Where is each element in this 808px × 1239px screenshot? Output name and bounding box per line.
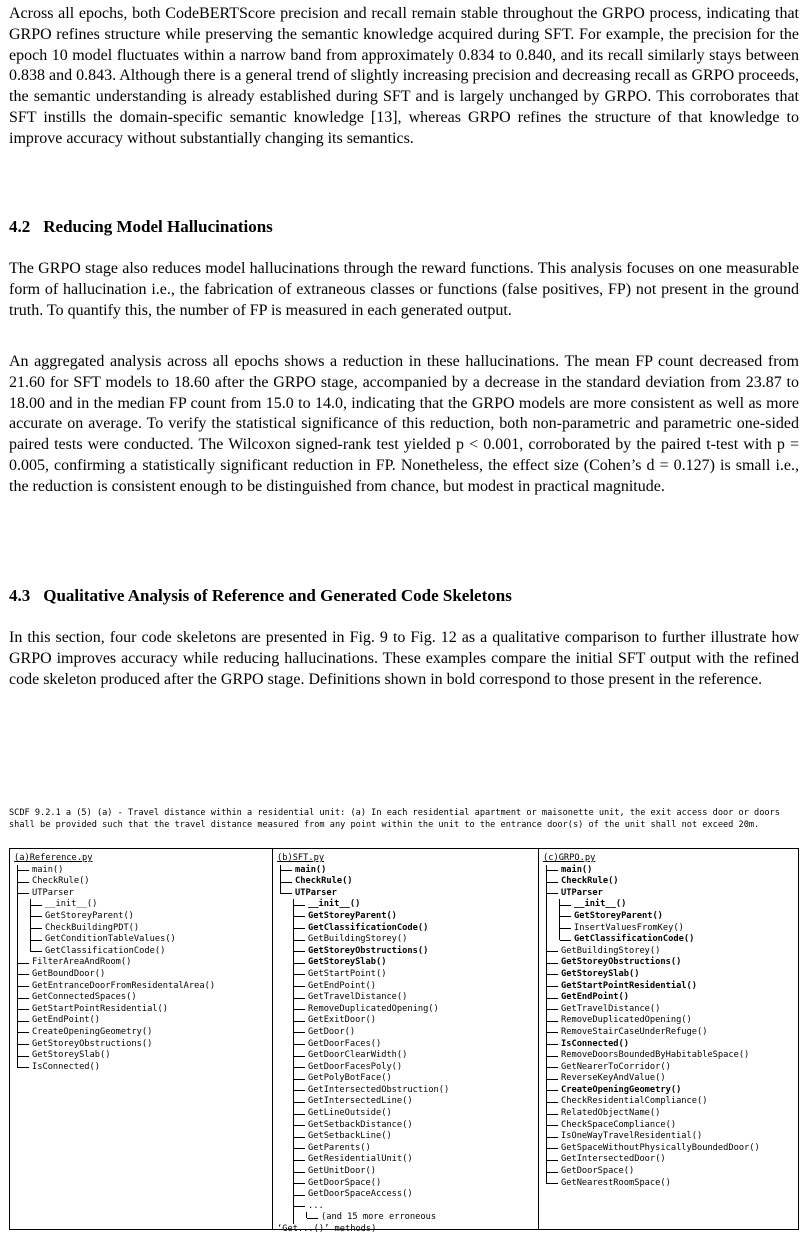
tree-connector — [17, 1039, 30, 1051]
tree-connector — [293, 1108, 306, 1120]
method-name: (and 15 more erroneous — [321, 1212, 437, 1223]
tree-connector — [546, 969, 559, 981]
tree-node — [14, 1027, 268, 1039]
tree-node — [543, 981, 794, 993]
method-name: GetEndPoint() — [561, 992, 629, 1003]
method-name: GetClassificationCode() — [45, 945, 166, 956]
method-name: CheckRule() — [32, 876, 90, 887]
tree-connector — [546, 1039, 559, 1051]
method-name: CheckRule() — [295, 876, 353, 887]
method-name: GetBoundDoor() — [32, 968, 106, 979]
method-name: RemoveStairCaseUnderRefuge() — [561, 1026, 708, 1037]
method-name: GetDoorFacesPoly() — [308, 1061, 403, 1072]
tree-connector — [293, 1015, 306, 1027]
method-name: GetStartPointResidential() — [561, 980, 697, 991]
tree-node — [543, 876, 794, 888]
tree-connector — [546, 888, 559, 900]
section-number: 4.2 — [9, 217, 31, 236]
tree-node — [543, 1166, 794, 1178]
tree-connector — [293, 1143, 306, 1155]
tree-node — [277, 969, 534, 981]
skeleton-tree — [543, 865, 794, 1190]
method-name: main() — [295, 864, 327, 875]
tree-connector — [293, 911, 306, 923]
tree-connector — [293, 1201, 306, 1213]
tree-connector — [306, 1212, 319, 1218]
tree-connector — [30, 923, 43, 935]
tree-node — [14, 957, 268, 969]
section-title: Qualitative Analysis of Reference and Generated Code Skeletons — [43, 586, 512, 605]
tree-node — [277, 923, 534, 935]
figure-caption: SCDF 9.2.1 a (5) (a) - Travel distance within a residential unit: (a) In each residential apartment or maisonette unit, the exit access door or doors shall be provided such that the travel distance measured from any point within the unit to the entrance door(s) of the unit shall not exceed 20m. — [9, 808, 786, 830]
tree-node — [277, 1085, 534, 1097]
tree-node — [14, 1062, 268, 1074]
paragraph-qualitative: In this section, four code skeletons are presented in Fig. 9 to Fig. 12 as a qualitative comparison to further illustrate how GRPO improves accuracy while reducing hallucinations. These examples compare the initial SFT output with the refined code skeleton produced after the GRPO stage. Definitions shown in bold correspond to those present in the reference. — [9, 629, 799, 688]
method-name: GetStartPointResidential() — [32, 1003, 168, 1014]
tree-node — [543, 899, 794, 911]
tree-node — [543, 1178, 794, 1190]
method-name: GetBuildingStorey() — [561, 945, 661, 956]
tree-node — [543, 1120, 794, 1132]
tree-node — [543, 1039, 794, 1051]
tree-connector — [293, 1166, 306, 1178]
panel-reference — [9, 848, 273, 1230]
tree-node — [277, 1131, 534, 1143]
tree-connector — [293, 1154, 306, 1166]
tree-node — [14, 865, 268, 877]
tree-node — [277, 1039, 534, 1051]
tree-node — [543, 992, 794, 1004]
tree-node — [543, 911, 794, 923]
tree-node — [543, 934, 794, 946]
tree-connector — [293, 1073, 306, 1085]
method-name: GetDoorSpace() — [561, 1166, 635, 1177]
tree-node — [543, 1073, 794, 1085]
tree-node — [543, 1004, 794, 1016]
paragraph-hallucination-intro: The GRPO stage also reduces model hallucinations through the reward functions. This analysis focuses on one measurable form of hallucination i.e., the fabrication of extraneous classes or functions (false positives, FP) not present in the ground truth. To quantify this, the number of FP is measured in each generated output. — [9, 260, 799, 319]
method-name: GetStoreyObstructions() — [561, 957, 682, 968]
method-name: GetPolyBotFace() — [308, 1073, 392, 1084]
tree-connector — [546, 946, 559, 958]
method-name: GetEndPoint() — [308, 980, 376, 991]
tree-node — [14, 969, 268, 981]
tree-connector — [17, 1062, 30, 1068]
tree-node — [543, 969, 794, 981]
method-name: GetDoorSpaceAccess() — [308, 1189, 413, 1200]
tree-node — [277, 1062, 534, 1074]
tree-connector — [546, 1154, 559, 1166]
paragraph-hallucination-stats: An aggregated analysis across all epochs shows a reduction in these hallucinations. The mean FP count decreased from 21.60 for SFT models to 18.60 after the GRPO stage, accompanied by a decrease in the standard deviation from 23.87 to 18.00 and in the median FP count from 15.0 to 14.0, indicating that the GRPO models are more consistent as well as more accurate on average. To verify the statistical significance of this reduction, both non-parametric and parametric one-sided paired tests were conducted. The Wilcoxon signed-rank test yielded p < 0.001, corroborated by the paired t-test with p = 0.005, confirming a statistically significant reduction in FP. Nonetheless, the effect size (Cohen’s d = 0.127) is small i.e., the reduction is consistent enough to be distinguished from chance, but modest in practical magnitude. — [9, 353, 799, 495]
method-name: GetSpaceWithoutPhysicallyBoundedDoor() — [561, 1142, 760, 1153]
tree-connector — [546, 1073, 559, 1085]
method-name: GetStartPoint() — [308, 968, 387, 979]
method-name: GetStoreyParent() — [45, 910, 134, 921]
code-skeleton-figure — [9, 848, 799, 1234]
tree-node — [543, 1062, 794, 1074]
method-name: GetEndPoint() — [32, 1015, 100, 1026]
method-name: GetEntranceDoorFromResidentalArea() — [32, 980, 216, 991]
tree-node — [277, 1015, 534, 1027]
method-name: UTParser — [561, 887, 603, 898]
paragraph-codebertscore: Across all epochs, both CodeBERTScore precision and recall remain stable throughout the GRPO process, indicating that GRPO refines structure while preserving the semantic knowledge acquired during SFT. For example, the precision for the epoch 10 model fluctuates within a narrow band from approximately 0.834 to 0.840, and its recall similarly stays between 0.838 and 0.843. Although there is a general trend of slightly increasing precision and decreasing recall as GRPO proceeds, the semantic understanding is already established during SFT and is largely unchanged by GRPO. This corroborates that SFT instills the domain-specific semantic knowledge [13], whereas GRPO refines the structure of that knowledge to improve accuracy without substantially changing its semantics. — [9, 5, 799, 147]
tree-node — [543, 1131, 794, 1143]
tree-connector — [293, 1027, 306, 1039]
method-name: CreateOpeningGeometry() — [561, 1084, 682, 1095]
panel-grpo — [539, 848, 799, 1230]
tree-node — [543, 1085, 794, 1097]
method-name: IsConnected() — [561, 1038, 629, 1049]
tree-node — [14, 946, 268, 958]
tree-node — [543, 1108, 794, 1120]
method-name: RemoveDoorsBoundedByHabitableSpace() — [561, 1050, 750, 1061]
tree-connector — [546, 1096, 559, 1108]
method-name: GetDoorSpace() — [308, 1177, 382, 1188]
tree-node — [277, 1201, 534, 1213]
tree-connector — [293, 1096, 306, 1108]
tree-node — [543, 1050, 794, 1062]
tree-node — [14, 1050, 268, 1062]
tree-node — [543, 1154, 794, 1166]
tree-connector — [559, 899, 572, 911]
tree-node — [14, 1039, 268, 1051]
tree-connector — [546, 1062, 559, 1074]
tree-node — [277, 1212, 534, 1224]
tree-node — [543, 1096, 794, 1108]
method-name: GetStoreyObstructions() — [32, 1038, 153, 1049]
tree-node — [277, 957, 534, 969]
panel-title: (c)GRPO.py — [543, 853, 596, 863]
method-name: GetConditionTableValues() — [45, 934, 176, 945]
tree-connector — [293, 1189, 306, 1201]
tree-node — [543, 1027, 794, 1039]
skeleton-tree — [277, 865, 534, 1224]
tree-connector — [17, 888, 30, 900]
method-name: UTParser — [32, 887, 74, 898]
method-name: UTParser — [295, 887, 337, 898]
tree-connector — [546, 1120, 559, 1132]
method-name: GetClassificationCode() — [308, 922, 429, 933]
tree-node — [14, 923, 268, 935]
method-name: GetSetbackDistance() — [308, 1119, 413, 1130]
tree-node — [543, 1015, 794, 1027]
method-name: GetBuildingStorey() — [308, 934, 408, 945]
tree-connector — [293, 934, 306, 946]
method-name: main() — [561, 864, 593, 875]
tree-connector — [293, 923, 306, 935]
tree-connector — [559, 911, 572, 923]
tree-connector — [17, 1050, 30, 1062]
method-name: GetDoorFaces() — [308, 1038, 382, 1049]
tree-connector — [293, 969, 306, 981]
tree-node — [277, 888, 534, 900]
tree-node — [543, 1143, 794, 1155]
tree-tail-text: ‘Get...()’ methods) — [277, 1224, 377, 1234]
tree-connector — [546, 1015, 559, 1027]
method-name: GetStoreySlab() — [308, 957, 387, 968]
tree-connector — [293, 1062, 306, 1074]
method-name: GetTravelDistance() — [561, 1003, 661, 1014]
tree-node — [277, 1050, 534, 1062]
tree-node — [277, 992, 534, 1004]
tree-node — [14, 899, 268, 911]
tree-connector — [546, 1143, 559, 1155]
tree-connector — [293, 899, 306, 911]
tree-node — [277, 981, 534, 993]
tree-connector — [280, 888, 293, 894]
method-name: RemoveDuplicatedOpening() — [561, 1015, 692, 1026]
panel-sft — [273, 848, 539, 1234]
tree-connector — [293, 1050, 306, 1062]
tree-node — [543, 957, 794, 969]
tree-node — [14, 1015, 268, 1027]
method-name: GetSetbackLine() — [308, 1131, 392, 1142]
tree-connector — [293, 981, 306, 993]
tree-connector — [293, 1004, 306, 1016]
tree-node — [277, 1027, 534, 1039]
tree-node — [277, 1108, 534, 1120]
tree-connector — [17, 992, 30, 1004]
tree-connector — [17, 1027, 30, 1039]
tree-node — [277, 1178, 534, 1190]
tree-connector — [17, 876, 30, 888]
panel-title: (b)SFT.py — [277, 853, 325, 863]
method-name: IsOneWayTravelResidential() — [561, 1131, 703, 1142]
tree-connector — [293, 1120, 306, 1132]
method-name: GetExitDoor() — [308, 1015, 376, 1026]
tree-connector — [546, 1050, 559, 1062]
tree-node — [14, 934, 268, 946]
tree-connector — [546, 1085, 559, 1097]
method-name: ReverseKeyAndValue() — [561, 1073, 666, 1084]
method-name: __init__() — [45, 899, 98, 910]
tree-connector — [30, 934, 43, 946]
method-name: GetParents() — [308, 1142, 371, 1153]
tree-node — [277, 1189, 534, 1201]
tree-connector — [293, 1131, 306, 1143]
panel-title: (a)Reference.py — [14, 853, 93, 863]
tree-connector — [546, 1131, 559, 1143]
tree-node — [277, 1143, 534, 1155]
skeleton-tree — [14, 865, 268, 1074]
tree-connector — [546, 992, 559, 1004]
tree-connector — [280, 865, 293, 877]
section-number: 4.3 — [9, 586, 31, 605]
tree-connector — [546, 1166, 559, 1178]
tree-node — [277, 1154, 534, 1166]
method-name: RelatedObjectName() — [561, 1108, 661, 1119]
tree-node — [543, 865, 794, 877]
tree-node — [543, 946, 794, 958]
section-heading-4-3 — [9, 585, 512, 607]
tree-connector — [546, 1178, 559, 1184]
tree-connector — [17, 1015, 30, 1027]
tree-connector — [293, 992, 306, 1004]
tree-node — [277, 934, 534, 946]
section-title: Reducing Model Hallucinations — [43, 217, 273, 236]
tree-connector — [546, 957, 559, 969]
tree-connector — [293, 1178, 306, 1190]
method-name: RemoveDuplicatedOpening() — [308, 1003, 439, 1014]
method-name: GetDoorClearWidth() — [308, 1050, 408, 1061]
tree-node — [277, 1096, 534, 1108]
tree-connector — [546, 1027, 559, 1039]
tree-node — [277, 899, 534, 911]
method-name: ... — [308, 1200, 324, 1211]
tree-connector — [293, 957, 306, 969]
method-name: FilterAreaAndRoom() — [32, 957, 132, 968]
tree-node — [14, 911, 268, 923]
tree-connector — [546, 1108, 559, 1120]
tree-node — [277, 876, 534, 888]
method-name: IsConnected() — [32, 1061, 100, 1072]
method-name: GetStoreyParent() — [574, 910, 663, 921]
tree-connector — [30, 911, 43, 923]
tree-node — [14, 888, 268, 900]
tree-connector — [17, 865, 30, 877]
method-name: GetResidentialUnit() — [308, 1154, 413, 1165]
method-name: __init__() — [574, 899, 627, 910]
tree-connector — [293, 1039, 306, 1051]
method-name: CheckBuildingPDT() — [45, 922, 140, 933]
tree-connector — [280, 876, 293, 888]
tree-node — [277, 1004, 534, 1016]
method-name: GetLineOutside() — [308, 1108, 392, 1119]
method-name: GetUnitDoor() — [308, 1166, 376, 1177]
method-name: GetTravelDistance() — [308, 992, 408, 1003]
tree-node — [14, 876, 268, 888]
tree-connector — [17, 1004, 30, 1016]
tree-node — [277, 865, 534, 877]
method-name: CheckRule() — [561, 876, 619, 887]
method-name: __init__() — [308, 899, 361, 910]
tree-node — [543, 923, 794, 935]
method-name: GetIntersectedObstruction() — [308, 1084, 450, 1095]
method-name: GetIntersectedLine() — [308, 1096, 413, 1107]
tree-connector — [546, 1004, 559, 1016]
method-name: GetStoreyObstructions() — [308, 945, 429, 956]
tree-node — [277, 946, 534, 958]
method-name: GetConnectedSpaces() — [32, 992, 137, 1003]
tree-node — [14, 1004, 268, 1016]
tree-connector — [17, 969, 30, 981]
tree-connector — [293, 946, 306, 958]
method-name: GetStoreySlab() — [561, 968, 640, 979]
tree-connector — [546, 981, 559, 993]
tree-node — [277, 911, 534, 923]
method-name: InsertValuesFromKey() — [574, 922, 684, 933]
tree-connector — [30, 946, 43, 952]
tree-node — [277, 1073, 534, 1085]
method-name: GetStoreySlab() — [32, 1050, 111, 1061]
method-name: GetStoreyParent() — [308, 910, 397, 921]
tree-node — [14, 981, 268, 993]
tree-node — [277, 1166, 534, 1178]
method-name: CreateOpeningGeometry() — [32, 1026, 153, 1037]
method-name: CheckSpaceCompliance() — [561, 1119, 677, 1130]
method-name: CheckResidentialCompliance() — [561, 1096, 708, 1107]
tree-node — [543, 888, 794, 900]
tree-connector — [546, 865, 559, 877]
tree-connector — [17, 957, 30, 969]
tree-node — [14, 992, 268, 1004]
method-name: GetNearerToCorridor() — [561, 1061, 671, 1072]
method-name: GetIntersectedDoor() — [561, 1154, 666, 1165]
tree-connector — [559, 923, 572, 935]
tree-connector — [293, 1085, 306, 1097]
tree-connector — [559, 934, 572, 940]
tree-connector — [546, 876, 559, 888]
method-name: GetClassificationCode() — [574, 934, 695, 945]
method-name: GetNearestRoomSpace() — [561, 1177, 671, 1188]
tree-connector — [30, 899, 43, 911]
tree-connector — [17, 981, 30, 993]
method-name: main() — [32, 864, 64, 875]
section-heading-4-2 — [9, 216, 273, 238]
tree-node — [277, 1120, 534, 1132]
method-name: GetDoor() — [308, 1026, 356, 1037]
